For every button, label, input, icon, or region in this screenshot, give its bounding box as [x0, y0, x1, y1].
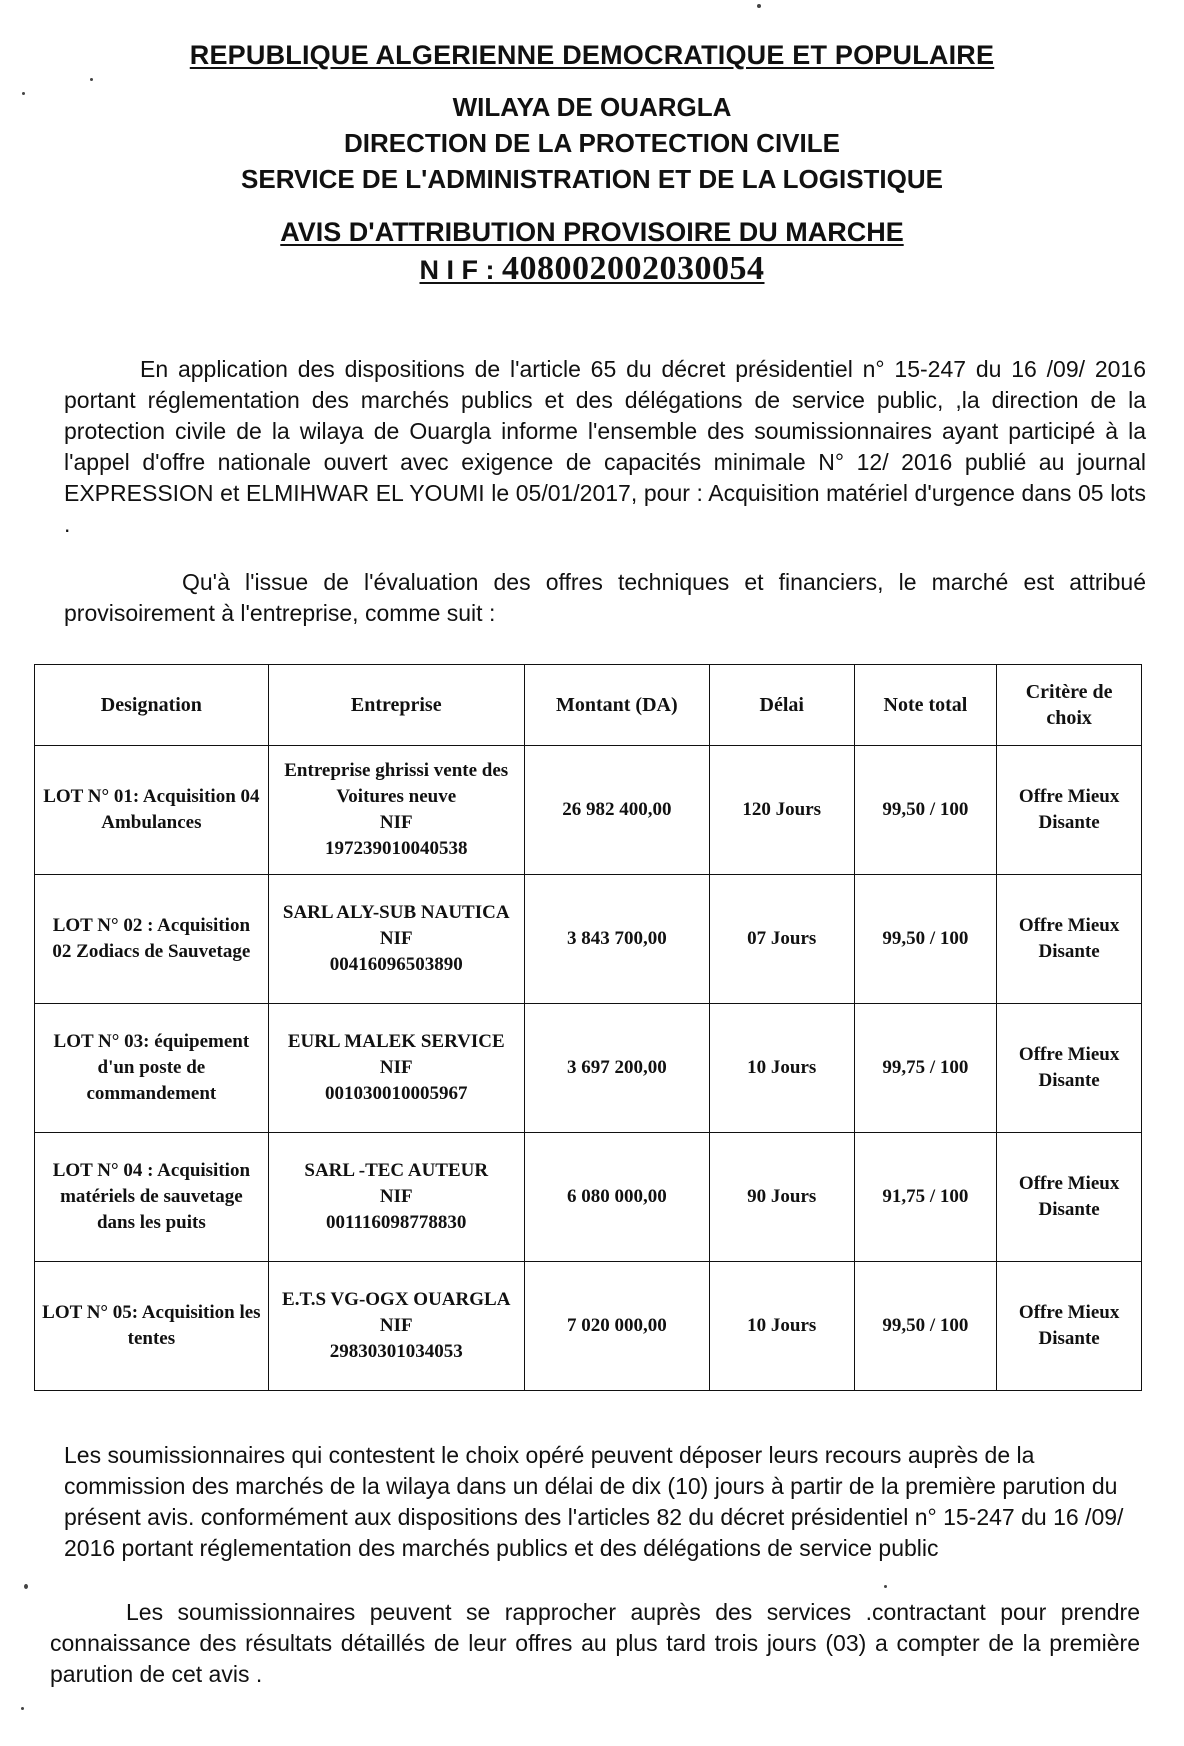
cell-montant: 26 982 400,00 [524, 746, 709, 875]
nif-label: NIF [379, 928, 413, 949]
nif-line [0, 250, 1184, 288]
cell-delai: 120 Jours [709, 746, 854, 875]
cell-critere: Offre Mieux Disante [997, 1004, 1142, 1133]
nif-label: NIF [379, 812, 413, 833]
header-note: Note total [854, 665, 997, 746]
header-critere: Critère de choix [997, 665, 1142, 746]
table-row [35, 1262, 1142, 1391]
entreprise-nif: 197239010040538 [324, 838, 468, 859]
nif-label: N I F : [419, 255, 495, 285]
cell-entreprise [268, 1004, 524, 1133]
direction-title: DIRECTION DE LA PROTECTION CIVILE [344, 128, 840, 158]
scan-speck [757, 4, 761, 8]
table-row [35, 1133, 1142, 1262]
cell-note: 99,50 / 100 [854, 1262, 997, 1391]
entreprise-name: EURL MALEK SERVICE [287, 1031, 505, 1052]
table-row [35, 746, 1142, 875]
cell-montant: 3 697 200,00 [524, 1004, 709, 1133]
cell-note: 99,75 / 100 [854, 1004, 997, 1133]
cell-entreprise [268, 875, 524, 1004]
nif-label: NIF [379, 1315, 413, 1336]
cell-entreprise [268, 746, 524, 875]
scan-speck [90, 78, 93, 81]
attribution-table [34, 664, 1142, 1391]
cell-critere: Offre Mieux Disante [997, 875, 1142, 1004]
nif-label: NIF [379, 1057, 413, 1078]
header-montant: Montant (DA) [524, 665, 709, 746]
republic-title: REPUBLIQUE ALGERIENNE DEMOCRATIQUE ET POPULAIRE [189, 40, 995, 70]
scan-speck [884, 1585, 887, 1588]
cell-entreprise [268, 1133, 524, 1262]
evaluation-paragraph: Qu'à l'issue de l'évaluation des offres techniques et financiers, le marché est attribué provisoirement à l'entreprise, comme suit : [64, 569, 1146, 626]
nif-number: 408002002030054 [502, 250, 765, 287]
scan-speck [22, 92, 25, 95]
recours-paragraph: Les soumissionnaires qui contestent le choix opéré peuvent déposer leurs recours auprès de la commission des marchés de la wilaya dans un délai de dix (10) jours à partir de la première parution du présent avis. conformément aux dispositions des l'articles 82 du décret présidentiel n° 15-247 du 16 /09/ 2016 portant réglementation des marchés publics et des délégations de service public [64, 1442, 1124, 1561]
cell-delai: 10 Jours [709, 1004, 854, 1133]
entreprise-nif: 00416096503890 [329, 954, 463, 975]
entreprise-nif: 001116098778830 [326, 1212, 467, 1233]
cell-delai: 90 Jours [709, 1133, 854, 1262]
cell-note: 99,50 / 100 [854, 746, 997, 875]
cell-critere: Offre Mieux Disante [997, 746, 1142, 875]
resultats-paragraph: Les soumissionnaires peuvent se rapprocher auprès des services .contractant pour prendre connaissance des résultats détaillés de leur offres au plus tard trois jours (03) a compter de la première parution de cet avis . [50, 1599, 1140, 1687]
cell-note: 91,75 / 100 [854, 1133, 997, 1262]
service-title: SERVICE DE L'ADMINISTRATION ET DE LA LOGISTIQUE [241, 164, 943, 194]
document-header [0, 40, 1184, 288]
table-header-row [35, 665, 1142, 746]
intro-paragraph: En application des dispositions de l'article 65 du décret présidentiel n° 15-247 du 16 /09/ 2016 portant réglementation des marchés publics et des délégations de service public, ,la direction de la protection civile de la wilaya de Ouargla informe l'ensemble des soumissionnaires ayant participé à la l'appel d'offre nationale ouvert avec exigence de capacités minimale N° 12/ 2016 publié au journal EXPRESSION et ELMIHWAR EL YOUMI le 05/01/2017, pour : Acquisition matériel d'urgence dans 05 lots . [64, 356, 1146, 537]
cell-entreprise [268, 1262, 524, 1391]
cell-designation: LOT N° 02 : Acquisition 02 Zodiacs de Sauvetage [35, 875, 269, 1004]
cell-designation: LOT N° 04 : Acquisition matériels de sauvetage dans les puits [35, 1133, 269, 1262]
header-entreprise: Entreprise [268, 665, 524, 746]
entreprise-name: Entreprise ghrissi vente des Voitures neuve [284, 760, 509, 807]
table-row [35, 875, 1142, 1004]
cell-delai: 10 Jours [709, 1262, 854, 1391]
cell-montant: 7 020 000,00 [524, 1262, 709, 1391]
entreprise-name: E.T.S VG-OGX OUARGLA [282, 1289, 511, 1310]
cell-critere: Offre Mieux Disante [997, 1133, 1142, 1262]
scan-speck [21, 1707, 24, 1710]
cell-note: 99,50 / 100 [854, 875, 997, 1004]
cell-designation: LOT N° 01: Acquisition 04 Ambulances [35, 746, 269, 875]
table-row [35, 1004, 1142, 1133]
wilaya-title: WILAYA DE OUARGLA [452, 92, 732, 122]
entreprise-name: SARL ALY-SUB NAUTICA [282, 902, 510, 923]
cell-designation: LOT N° 05: Acquisition les tentes [35, 1262, 269, 1391]
cell-montant: 6 080 000,00 [524, 1133, 709, 1262]
avis-title: AVIS D'ATTRIBUTION PROVISOIRE DU MARCHE [280, 217, 904, 247]
header-delai: Délai [709, 665, 854, 746]
entreprise-nif: 29830301034053 [329, 1341, 463, 1362]
entreprise-nif: 001030010005967 [324, 1083, 468, 1104]
scan-speck [24, 1584, 28, 1589]
cell-montant: 3 843 700,00 [524, 875, 709, 1004]
cell-designation: LOT N° 03: équipement d'un poste de commandement [35, 1004, 269, 1133]
nif-label: NIF [379, 1186, 413, 1207]
cell-delai: 07 Jours [709, 875, 854, 1004]
header-designation: Designation [35, 665, 269, 746]
entreprise-name: SARL -TEC AUTEUR [304, 1160, 489, 1181]
cell-critere: Offre Mieux Disante [997, 1262, 1142, 1391]
